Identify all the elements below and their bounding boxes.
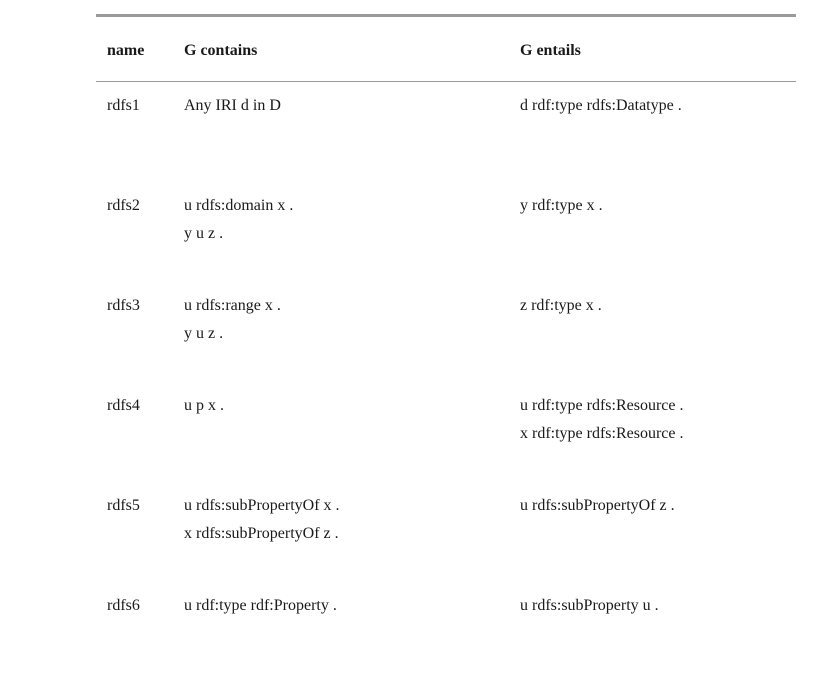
- entails-line: d rdf:type rdfs:Datatype .: [520, 97, 682, 114]
- entails-line: u rdfs:subPropertyOf z .: [520, 497, 675, 514]
- table-body: [96, 82, 796, 692]
- contains-line: u p x .: [184, 397, 224, 414]
- rule-name: rdfs1: [107, 97, 140, 114]
- table-row: [96, 192, 796, 292]
- rule-entails: [520, 392, 684, 448]
- rule-contains: [184, 392, 224, 420]
- table-row: [96, 292, 796, 392]
- header-entails: G entails: [520, 42, 581, 59]
- contains-line: u rdf:type rdf:Property .: [184, 597, 337, 614]
- rule-entails: [520, 292, 602, 320]
- rule-contains: [184, 192, 293, 248]
- contains-line: y u z .: [184, 225, 224, 242]
- rule-contains: [184, 292, 281, 348]
- contains-line: u rdfs:range x .: [184, 297, 281, 314]
- entails-line: x rdf:type rdfs:Resource .: [520, 425, 684, 442]
- contains-line: u rdfs:subPropertyOf x .: [184, 497, 340, 514]
- table-row: [96, 92, 796, 192]
- header-contains: G contains: [184, 42, 258, 59]
- table-header: [96, 17, 796, 81]
- rule-entails: [520, 592, 659, 620]
- rule-contains: [184, 592, 337, 620]
- rule-entails: [520, 492, 675, 520]
- rule-entails: [520, 92, 682, 120]
- rule-contains: [184, 492, 340, 548]
- contains-line: x rdfs:subPropertyOf z .: [184, 525, 339, 542]
- contains-line: u rdfs:domain x .: [184, 197, 294, 214]
- entails-line: y rdf:type x .: [520, 197, 603, 214]
- rule-name: rdfs6: [107, 597, 140, 614]
- table-row: [96, 492, 796, 592]
- rule-contains: [184, 92, 281, 120]
- entails-line: u rdfs:subProperty u .: [520, 597, 659, 614]
- entailment-rules-table: [96, 14, 796, 692]
- header-name: name: [107, 42, 145, 59]
- table-row: [96, 392, 796, 492]
- contains-line: Any IRI d in D: [184, 97, 281, 114]
- table-row: [96, 592, 796, 692]
- contains-line: y u z .: [184, 325, 224, 342]
- rule-name: rdfs2: [107, 197, 140, 214]
- rule-name: rdfs5: [107, 497, 140, 514]
- rule-name: rdfs4: [107, 397, 140, 414]
- entails-line: u rdf:type rdfs:Resource .: [520, 397, 684, 414]
- entails-line: z rdf:type x .: [520, 297, 602, 314]
- rule-name: rdfs3: [107, 297, 140, 314]
- rule-entails: [520, 192, 603, 220]
